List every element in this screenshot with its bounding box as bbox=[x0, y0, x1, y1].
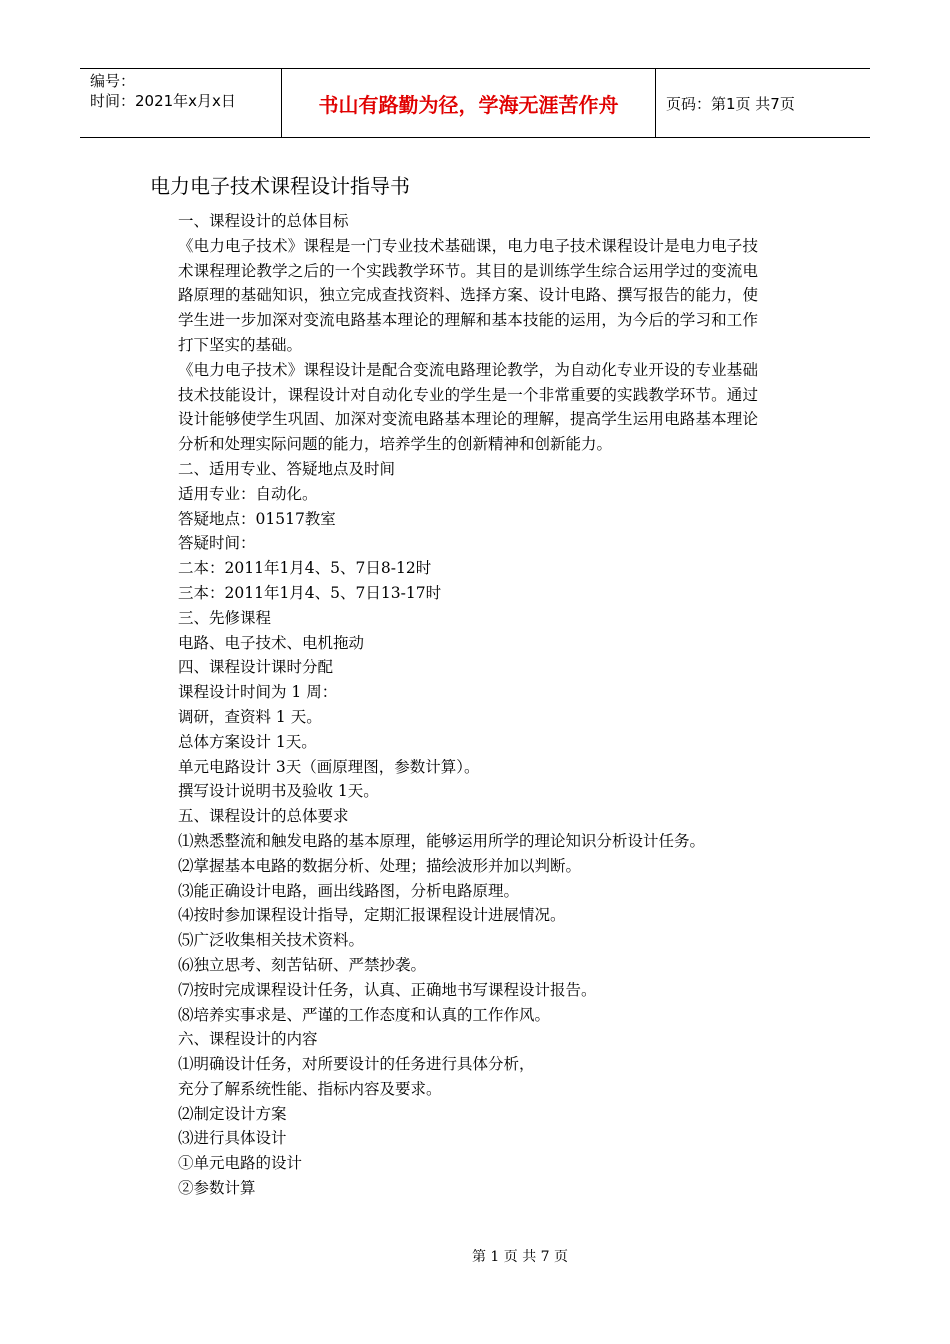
body-line: ⑵制定设计方案 bbox=[178, 1104, 287, 1123]
body-line: 总体方案设计 1天。 bbox=[178, 732, 317, 751]
body-line: 六、课程设计的内容 bbox=[178, 1030, 318, 1049]
body-line: ⑷按时参加课程设计指导，定期汇报课程设计进展情况。 bbox=[178, 906, 566, 925]
page-header bbox=[80, 68, 870, 138]
body-line: 三、先修课程 bbox=[178, 608, 272, 627]
body-line: ⑴熟悉整流和触发电路的基本原理，能够运用所学的理论知识分析设计任务。 bbox=[178, 831, 706, 850]
header-page-info: 页码：第1页 共7页 bbox=[666, 94, 795, 113]
body-line: ⑴明确设计任务，对所要设计的任务进行具体分析， bbox=[178, 1055, 535, 1074]
body-line: 二本：2011年1月4、5、7日8-12时 bbox=[178, 559, 432, 578]
body-line: ⑵掌握基本电路的数据分析、处理；描绘波形并加以判断。 bbox=[178, 856, 582, 875]
body-line: 充分了解系统性能、指标内容及要求。 bbox=[178, 1079, 442, 1098]
body-line: 答疑时间： bbox=[178, 534, 256, 553]
body-line: ⑶能正确设计电路，画出线路图，分析电路原理。 bbox=[178, 881, 520, 900]
body-line: 单元电路设计 3天（画原理图，参数计算）。 bbox=[178, 757, 480, 776]
header-date-label: 时间：2021年x月x日 bbox=[90, 92, 236, 110]
document-body bbox=[178, 209, 758, 1201]
body-line: 电路、电子技术、电机拖动 bbox=[178, 633, 365, 652]
body-paragraph: 《电力电子技术》课程设计是配合变流电路理论教学，为自动化专业开设的专业基础技术技能设计，课程设计对自动化专业的学生是一个非常重要的实践教学环节。通过设计能够使学生巩固、加深对变流电路基本理论的理解，提高学生运用电路基本理论分析和处理实际问题的能力，培养学生的创新精神和创新能力。 bbox=[178, 360, 758, 454]
body-line: 四、课程设计课时分配 bbox=[178, 658, 334, 677]
body-line: ⑹独立思考、刻苦钻研、严禁抄袭。 bbox=[178, 955, 427, 974]
body-line: 二、适用专业、答疑地点及时间 bbox=[178, 459, 396, 478]
body-line: ⑻培养实事求是、严谨的工作态度和认真的工作作风。 bbox=[178, 1005, 551, 1024]
body-line: ⑶进行具体设计 bbox=[178, 1129, 287, 1148]
document-title: 电力电子技术课程设计指导书 bbox=[150, 174, 410, 198]
body-line: 适用专业：自动化。 bbox=[178, 484, 318, 503]
page-footer: 第 1 页 共 7 页 bbox=[471, 1249, 569, 1265]
body-paragraph: 《电力电子技术》课程是一门专业技术基础课，电力电子技术课程设计是电力电子技术课程理论教学之后的一个实践教学环节。其目的是训练学生综合运用学过的变流电路原理的基础知识，独立完成查找资料、选择方案、设计电路、撰写报告的能力，使学生进一步加深对变流电路基本理论的理解和基本技能的运用，为今后的学习和工作打下坚实的基础。 bbox=[178, 236, 758, 354]
header-meta bbox=[80, 69, 282, 137]
body-line: ⑸广泛收集相关技术资料。 bbox=[178, 931, 365, 950]
body-line: 三本：2011年1月4、5、7日13-17时 bbox=[178, 583, 442, 602]
body-line: 调研，查资料 1 天。 bbox=[178, 707, 322, 726]
body-line: 撰写设计说明书及验收 1天。 bbox=[178, 782, 379, 801]
body-line: 一、课程设计的总体目标 bbox=[178, 212, 349, 230]
body-line: 课程设计时间为 1 周： bbox=[178, 683, 338, 702]
header-motto: 书山有路勤为径，学海无涯苦作舟 bbox=[282, 69, 656, 137]
body-line: 答疑地点：01517教室 bbox=[178, 509, 336, 528]
header-number-label: 编号： bbox=[90, 72, 136, 90]
body-line: ②参数计算 bbox=[178, 1179, 256, 1198]
body-line: ①单元电路的设计 bbox=[178, 1154, 303, 1173]
body-line: 五、课程设计的总体要求 bbox=[178, 807, 349, 826]
body-line: ⑺按时完成课程设计任务，认真、正确地书写课程设计报告。 bbox=[178, 980, 597, 999]
